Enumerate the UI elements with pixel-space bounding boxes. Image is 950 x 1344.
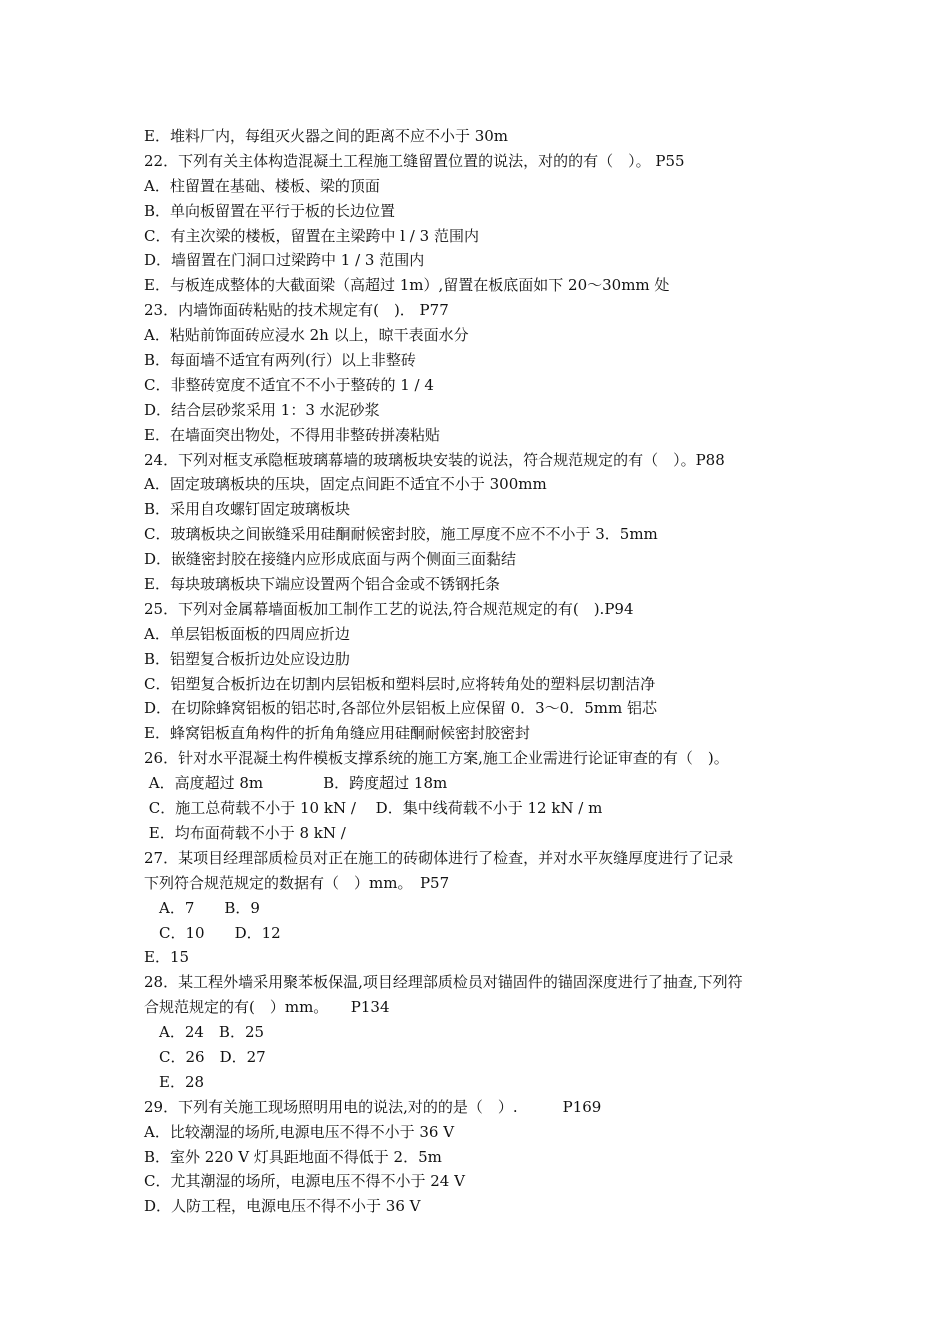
text-line: E．每块玻璃板块下端应设置两个铝合金或不锈钢托条 [144,575,500,594]
text-line: A．7 B．9 [144,898,260,917]
text-body [144,124,824,1219]
text-line: E．与板连成整体的大截面梁（高超过 1m）,留置在板底面如下 20～30mm 处 [144,276,670,295]
text-line: B．采用自攻螺钉固定玻璃板块 [144,500,351,519]
text-line: E．均布面荷载不小于 8 kN / [144,823,346,842]
text-line: A．固定玻璃板块的压块，固定点间距不适宜不小于 300mm [144,475,547,494]
text-line: E．15 [144,948,190,967]
text-line: C．铝塑复合板折边在切割内层铝板和塑料层时,应将转角处的塑料层切割洁净 [144,674,656,693]
text-line: C．玻璃板块之间嵌缝采用硅酮耐候密封胶，施工厚度不应不不小于 3．5mm [144,525,658,544]
text-line: A．粘贴前饰面砖应浸水 2h 以上，晾干表面水分 [144,326,469,345]
text-line: A．高度超过 8m B．跨度超过 18m [144,774,448,793]
text-line: C．施工总荷载不小于 10 kN / D．集中线荷载不小于 12 kN / m [144,799,603,818]
text-line: B．每面墙不适宜有两列(行）以上非整砖 [144,351,416,370]
text-line: E．堆料厂内，每组灭火器之间的距离不应不小于 30m [144,127,509,145]
text-line: E．蜂窝铝板直角构件的折角角缝应用硅酮耐候密封胶密封 [144,724,530,743]
text-line: B．单向板留置在平行于板的长边位置 [144,201,396,220]
text-line: D．墙留置在门洞口过梁跨中 1 / 3 范围内 [144,251,425,270]
text-line: A．柱留置在基础、楼板、梁的顶面 [144,176,380,195]
text-line: 24．下列对框支承隐框玻璃幕墙的玻璃板块安装的说法，符合规范规定的有（ ）。P88 [144,450,725,469]
text-line: D．结合层砂浆采用 1：3 水泥砂浆 [144,400,380,419]
text-line: B．铝塑复合板折边处应设边肋 [144,649,351,668]
text-line: B．室外 220 V 灯具距地面不得低于 2．5m [144,1147,442,1166]
text-line: 23．内墙饰面砖粘贴的技术规定有( )． P77 [144,301,449,320]
text-line: C．有主次梁的楼板，留置在主梁跨中 l / 3 范围内 [144,226,479,245]
text-line: 28．某工程外墙采用聚苯板保温,项目经理部质检员对锚固件的锚固深度进行了抽查,下列符 [144,973,743,992]
text-line: 25．下列对金属幕墙面板加工制作工艺的说法,符合规范规定的有( ).P94 [144,599,634,618]
text-line: A．比较潮湿的场所,电源电压不得不小于 36 V [144,1122,455,1141]
text-line: E．28 [144,1072,205,1091]
text-line: A．24 B．25 [144,1023,265,1042]
text-line: C．非整砖宽度不适宜不不小于整砖的 1 / 4 [144,375,434,394]
text-line: 26．针对水平混凝土构件模板支撑系统的施工方案,施工企业需进行论证审查的有（ )。 [144,749,729,768]
text-line: D．在切除蜂窝铝板的铝芯时,各部位外层铝板上应保留 0．3～0．5mm 铝芯 [144,699,657,718]
text-line: C．尤其潮湿的场所，电源电压不得不小于 24 V [144,1172,465,1191]
text-line: C．26 D．27 [144,1047,266,1066]
text-line: 22．下列有关主体构造混凝土工程施工缝留置位置的说法，对的的有（ ）。 P55 [144,151,685,170]
text-line: 27．某项目经理部质检员对正在施工的砖砌体进行了检查，并对水平灰缝厚度进行了记录 [144,848,734,867]
text-line: 29．下列有关施工现场照明用电的说法,对的的是（ ）. P169 [144,1097,602,1116]
text-line: A．单层铝板面板的四周应折边 [144,624,350,643]
text-line: 下列符合规范规定的数据有（ ）mm。 P57 [144,873,450,892]
text-line: D．嵌缝密封胶在接缝内应形成底面与两个侧面三面黏结 [144,550,517,569]
text-line: 合规范规定的有( ）mm。 P134 [144,998,390,1017]
text-line: C．10 D．12 [144,923,281,942]
text-line: E．在墙面突出物处，不得用非整砖拼凑粘贴 [144,425,440,444]
text-line: D．人防工程，电源电压不得不小于 36 V [144,1197,421,1216]
